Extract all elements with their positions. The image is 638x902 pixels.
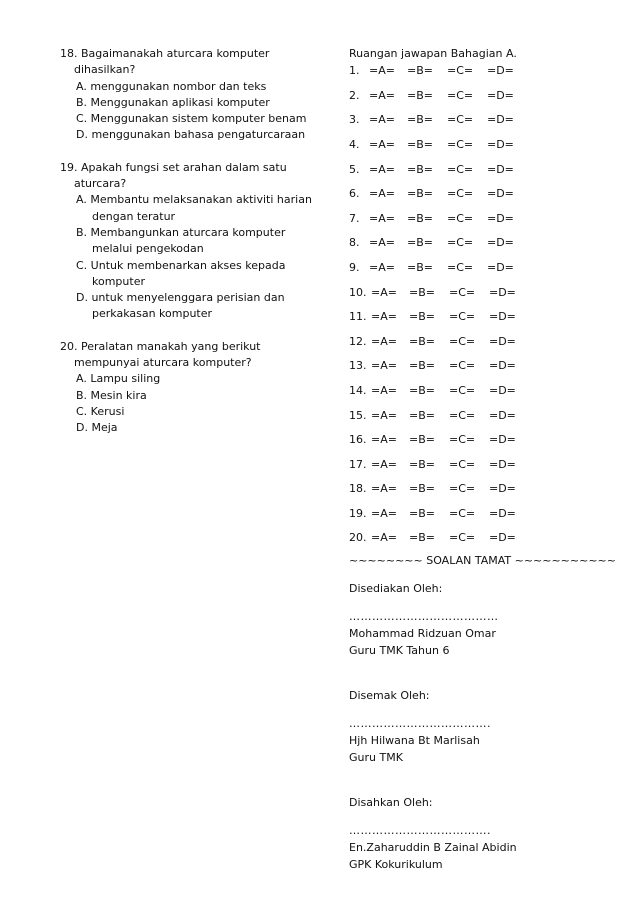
answer-choice: =D= — [487, 260, 514, 274]
answer-choice: =C= — [449, 359, 476, 373]
answer-row — [349, 477, 629, 502]
spacer — [349, 659, 629, 677]
answer-choice: =A= — [371, 433, 397, 447]
answer-choice: =D= — [489, 285, 516, 299]
signature-block — [349, 580, 629, 659]
answer-number: 5. — [349, 162, 360, 176]
question-19 — [60, 160, 320, 323]
option-b: B. Menggunakan aplikasi komputer — [76, 95, 270, 109]
stem-line: mempunyai aturcara komputer? — [74, 356, 252, 370]
answer-choice: =D= — [487, 63, 514, 77]
option-d: D. Meja — [76, 421, 118, 435]
answer-row — [349, 403, 629, 428]
answer-choice: =C= — [447, 211, 474, 225]
answer-choice: =C= — [449, 506, 476, 520]
option-line: D. untuk menyelenggara perisian dan — [76, 291, 285, 305]
answer-choice: =A= — [369, 137, 395, 151]
signatory-name: Mohammad Ridzuan Omar — [349, 627, 496, 641]
answer-choice: =B= — [409, 482, 435, 496]
answer-number: 6. — [349, 187, 360, 201]
option-line: dengan teratur — [92, 209, 176, 223]
signature-dots: ………………………………… — [349, 610, 499, 624]
answer-row — [349, 255, 629, 280]
answer-choice: =C= — [447, 113, 474, 127]
answer-choice: =A= — [369, 260, 395, 274]
answer-grid — [349, 62, 629, 550]
question-18 — [60, 46, 320, 144]
answer-choice: =B= — [409, 334, 435, 348]
answer-choice: =C= — [449, 310, 476, 324]
answer-choice: =A= — [371, 531, 397, 545]
answer-choice: =D= — [489, 531, 516, 545]
answer-choice: =D= — [489, 506, 516, 520]
answer-choice: =B= — [407, 162, 433, 176]
signature-dots: ………………………………. — [349, 824, 491, 838]
option-b — [60, 225, 320, 258]
answer-choice: =B= — [409, 285, 435, 299]
answer-row — [349, 526, 629, 551]
answer-row — [349, 231, 629, 256]
option-c: C. Menggunakan sistem komputer benam — [76, 112, 307, 126]
question-20 — [60, 339, 320, 437]
answer-number: 9. — [349, 260, 360, 274]
option-d — [60, 290, 320, 323]
answer-number: 1. — [349, 63, 360, 77]
answer-choice: =D= — [489, 482, 516, 496]
answer-column — [349, 46, 629, 873]
option-c — [60, 258, 320, 291]
answer-choice: =A= — [371, 457, 397, 471]
answer-row — [349, 206, 629, 231]
signature-section — [349, 580, 629, 873]
option-line: komputer — [92, 274, 145, 288]
answer-row — [349, 501, 629, 526]
signatory-name: En.Zaharuddin B Zainal Abidin — [349, 841, 517, 855]
option-line: C. Untuk membenarkan akses kepada — [76, 258, 286, 272]
option-line: perkakasan komputer — [92, 307, 213, 321]
answer-choice: =C= — [449, 482, 476, 496]
answer-choice: =C= — [447, 162, 474, 176]
signature-dots: ………………………………. — [349, 717, 491, 731]
signature-label: Disahkan Oleh: — [349, 796, 433, 810]
answer-choice: =C= — [449, 383, 476, 397]
answer-choice: =C= — [447, 63, 474, 77]
answer-choice: =D= — [487, 137, 514, 151]
signatory-role: Guru TMK Tahun 6 — [349, 644, 450, 658]
answer-choice: =C= — [449, 457, 476, 471]
answer-choice: =A= — [371, 310, 397, 324]
answer-number: 13. — [349, 359, 367, 373]
answer-choice: =C= — [449, 531, 476, 545]
answer-choice: =D= — [489, 310, 516, 324]
answer-choice: =C= — [447, 137, 474, 151]
answer-choice: =D= — [489, 334, 516, 348]
spacer — [349, 766, 629, 784]
answer-row — [349, 132, 629, 157]
answer-choice: =A= — [369, 162, 395, 176]
answer-row — [349, 280, 629, 305]
answer-choice: =A= — [369, 236, 395, 250]
option-b: B. Mesin kira — [76, 388, 147, 402]
answer-choice: =A= — [371, 359, 397, 373]
answer-choice: =A= — [369, 113, 395, 127]
answer-number: 3. — [349, 113, 360, 127]
answer-choice: =D= — [487, 162, 514, 176]
answer-number: 14. — [349, 383, 367, 397]
questions-column — [60, 46, 320, 453]
answer-choice: =D= — [487, 236, 514, 250]
answer-number: 8. — [349, 236, 360, 250]
signatory-name: Hjh Hilwana Bt Marlisah — [349, 734, 480, 748]
stem-line: 18. Bagaimanakah aturcara komputer — [60, 47, 270, 60]
end-of-questions: ~~~~~~~~ SOALAN TAMAT ~~~~~~~~~~~ — [349, 554, 616, 568]
answer-choice: =B= — [409, 506, 435, 520]
answer-choice: =C= — [449, 285, 476, 299]
answer-choice: =B= — [409, 310, 435, 324]
answer-row — [349, 62, 629, 78]
answer-choice: =C= — [447, 260, 474, 274]
answer-choice: =B= — [409, 359, 435, 373]
answer-choice: =B= — [407, 137, 433, 151]
answer-choice: =B= — [409, 457, 435, 471]
answer-choice: =D= — [489, 359, 516, 373]
answer-choice: =B= — [407, 211, 433, 225]
stem-line: 19. Apakah fungsi set arahan dalam satu — [60, 160, 287, 174]
answer-choice: =A= — [371, 408, 397, 422]
answer-choice: =B= — [407, 187, 433, 201]
answer-choice: =A= — [371, 482, 397, 496]
signature-label: Disemak Oleh: — [349, 689, 430, 703]
answer-row — [349, 108, 629, 133]
answer-choice: =A= — [369, 187, 395, 201]
answer-row — [349, 157, 629, 182]
answer-choice: =D= — [487, 187, 514, 201]
option-a — [60, 192, 320, 225]
answer-row — [349, 452, 629, 477]
answer-number: 11. — [349, 310, 367, 324]
stem-line: 20. Peralatan manakah yang berikut — [60, 339, 261, 353]
answer-space-title: Ruangan jawapan Bahagian A. — [349, 47, 517, 60]
answer-number: 20. — [349, 531, 367, 545]
signature-block — [349, 766, 629, 873]
signatory-role: GPK Kokurikulum — [349, 858, 443, 872]
option-a: A. menggunakan nombor dan teks — [76, 79, 267, 93]
answer-choice: =B= — [407, 236, 433, 250]
option-line: melalui pengekodan — [92, 242, 204, 256]
signature-block — [349, 659, 629, 766]
option-c: C. Kerusi — [76, 404, 125, 418]
answer-choice: =C= — [447, 236, 474, 250]
answer-row — [349, 354, 629, 379]
answer-choice: =B= — [409, 383, 435, 397]
question-stem — [60, 339, 320, 372]
answer-choice: =C= — [447, 187, 474, 201]
answer-choice: =D= — [489, 433, 516, 447]
answer-choice: =D= — [489, 408, 516, 422]
answer-number: 15. — [349, 408, 367, 422]
answer-number: 4. — [349, 137, 360, 151]
answer-choice: =B= — [407, 113, 433, 127]
answer-row — [349, 181, 629, 206]
answer-choice: =A= — [371, 506, 397, 520]
answer-number: 17. — [349, 457, 367, 471]
answer-number: 12. — [349, 334, 367, 348]
answer-row — [349, 427, 629, 452]
option-d: D. menggunakan bahasa pengaturcaraan — [76, 128, 306, 142]
answer-choice: =B= — [409, 408, 435, 422]
signatory-role: Guru TMK — [349, 751, 403, 765]
answer-choice: =C= — [449, 334, 476, 348]
answer-choice: =A= — [369, 211, 395, 225]
answer-choice: =D= — [487, 211, 514, 225]
answer-row — [349, 304, 629, 329]
answer-choice: =B= — [407, 88, 433, 102]
answer-row — [349, 83, 629, 108]
answer-number: 18. — [349, 482, 367, 496]
stem-line: aturcara? — [74, 177, 127, 191]
answer-choice: =B= — [407, 63, 433, 77]
answer-row — [349, 378, 629, 403]
answer-number: 10. — [349, 285, 367, 299]
question-stem — [60, 46, 320, 79]
answer-choice: =D= — [489, 383, 516, 397]
answer-number: 16. — [349, 433, 367, 447]
answer-choice: =A= — [371, 383, 397, 397]
answer-choice: =A= — [369, 63, 395, 77]
question-stem — [60, 160, 320, 193]
option-line: A. Membantu melaksanakan aktiviti harian — [76, 193, 312, 207]
answer-choice: =C= — [449, 408, 476, 422]
answer-number: 7. — [349, 211, 360, 225]
signature-label: Disediakan Oleh: — [349, 582, 443, 596]
stem-line: dihasilkan? — [74, 63, 136, 77]
option-a: A. Lampu siling — [76, 372, 161, 386]
answer-choice: =C= — [447, 88, 474, 102]
answer-choice: =B= — [409, 433, 435, 447]
answer-number: 19. — [349, 506, 367, 520]
answer-number: 2. — [349, 88, 360, 102]
answer-choice: =A= — [371, 285, 397, 299]
answer-choice: =D= — [487, 113, 514, 127]
answer-row — [349, 329, 629, 354]
answer-choice: =C= — [449, 433, 476, 447]
answer-choice: =B= — [409, 531, 435, 545]
option-line: B. Membangunkan aturcara komputer — [76, 225, 286, 239]
answer-choice: =A= — [371, 334, 397, 348]
answer-choice: =D= — [487, 88, 514, 102]
answer-choice: =D= — [489, 457, 516, 471]
answer-choice: =B= — [407, 260, 433, 274]
answer-choice: =A= — [369, 88, 395, 102]
